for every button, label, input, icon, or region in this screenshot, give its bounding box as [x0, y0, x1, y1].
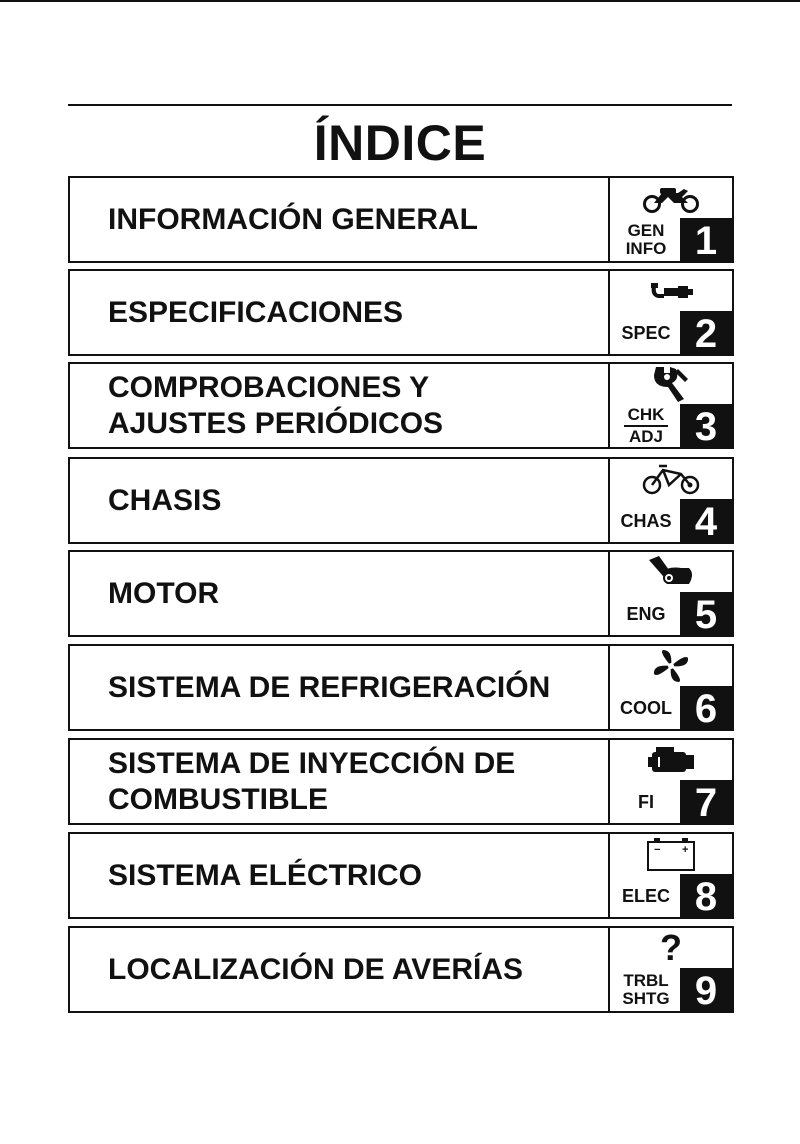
section-label: LOCALIZACIÓN DE AVERÍAS — [108, 952, 524, 986]
section-engine[interactable] — [68, 550, 734, 637]
section-tab — [608, 271, 732, 354]
section-number: 8 — [680, 874, 732, 917]
section-abbr: GEN INFO — [625, 220, 667, 258]
section-tab — [608, 459, 732, 542]
section-number: 9 — [680, 968, 732, 1011]
section-fuel-injection[interactable] — [68, 738, 734, 825]
section-abbr: TRBL SHTG — [622, 970, 670, 1008]
section-electrical-system[interactable] — [68, 832, 734, 919]
section-number: 6 — [680, 686, 732, 729]
battery-minus-mark: − — [654, 844, 661, 856]
bike-frame-icon — [610, 459, 732, 499]
section-tab — [608, 552, 732, 635]
section-cooling-system[interactable] — [68, 644, 734, 731]
section-number: 4 — [680, 499, 732, 542]
section-abbr: COOL — [620, 697, 672, 718]
section-specifications[interactable] — [68, 269, 734, 356]
wrench-icon — [610, 364, 732, 404]
micrometer-icon — [610, 271, 732, 311]
section-abbr: FI — [638, 791, 654, 812]
section-label: MOTOR — [108, 576, 220, 610]
section-tab — [608, 740, 732, 823]
section-tab — [608, 834, 732, 917]
section-label: COMPROBACIONES Y AJUSTES PERIÓDICOS — [108, 370, 444, 440]
section-tab — [608, 928, 732, 1011]
section-tab — [608, 364, 732, 447]
section-tab — [608, 646, 732, 729]
section-number: 3 — [680, 404, 732, 447]
question-icon: ? — [660, 927, 682, 968]
section-troubleshooting[interactable] — [68, 926, 734, 1013]
page-top-border — [0, 0, 800, 2]
section-abbr: SPEC — [621, 322, 671, 343]
section-label: SISTEMA ELÉCTRICO — [108, 858, 422, 892]
section-chassis[interactable] — [68, 457, 734, 544]
page-title: ÍNDICE — [313, 115, 487, 171]
engine-cylinder-icon — [610, 552, 732, 592]
section-general-info[interactable] — [68, 176, 734, 263]
section-label: SISTEMA DE REFRIGERACIÓN — [108, 670, 551, 704]
section-abbr: CHAS — [620, 510, 672, 531]
section-number: 5 — [680, 592, 732, 635]
section-abbr: CHK ADJ — [610, 404, 682, 447]
section-number: 2 — [680, 311, 732, 354]
fan-icon — [610, 646, 732, 686]
section-number: 7 — [680, 780, 732, 823]
section-label: SISTEMA DE INYECCIÓN DE COMBUSTIBLE — [108, 746, 516, 816]
motorcycle-icon — [610, 178, 732, 218]
battery-icon — [610, 834, 732, 874]
section-abbr: ENG — [626, 603, 666, 624]
section-number: 1 — [680, 218, 732, 261]
section-checks-adjustments[interactable] — [68, 362, 734, 449]
section-label: CHASIS — [108, 483, 222, 517]
section-abbr: ELEC — [621, 885, 670, 906]
section-tab — [608, 178, 732, 261]
section-label: ESPECIFICACIONES — [108, 295, 404, 329]
battery-plus-mark: + — [682, 844, 689, 856]
engine-block-icon — [610, 740, 732, 780]
section-label: INFORMACIÓN GENERAL — [108, 202, 478, 236]
title-rule — [68, 104, 732, 106]
